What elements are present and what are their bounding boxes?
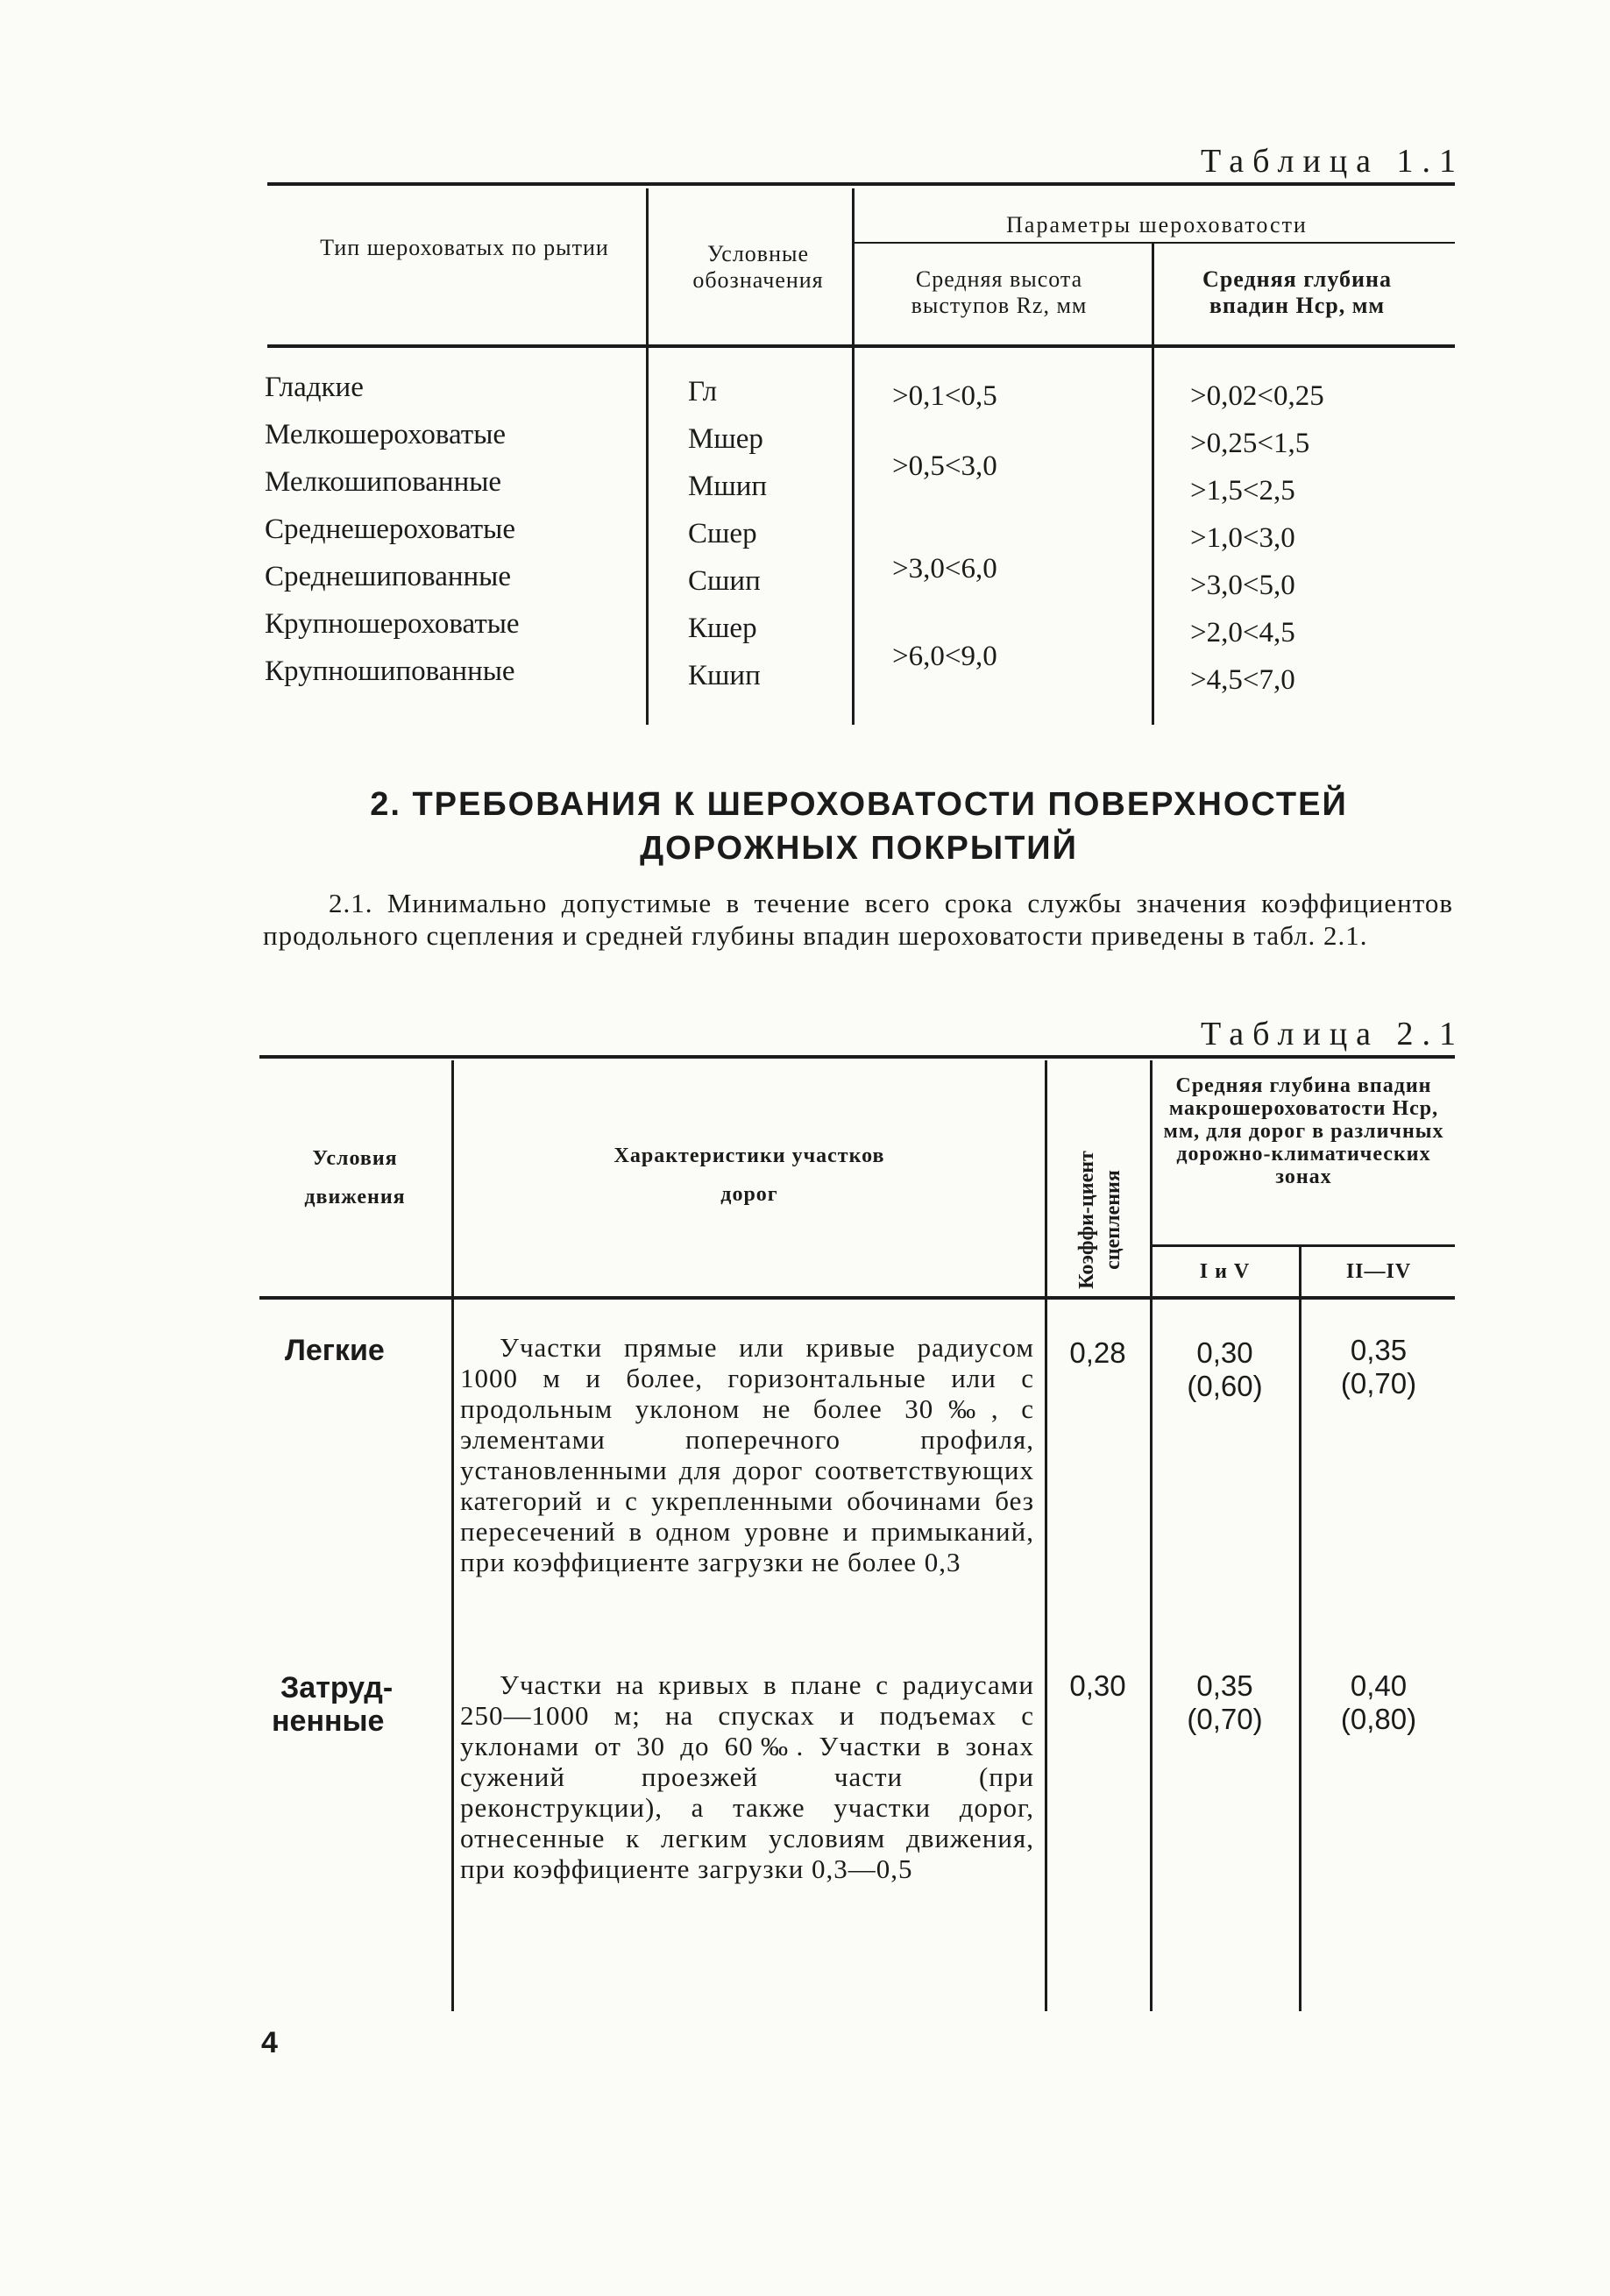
table2-zone2-value: 0,40: [1350, 1669, 1408, 1702]
section-title-line1: 2. ТРЕБОВАНИЯ К ШЕРОХОВАТОСТИ ПОВЕРХНОСТЕЙ: [370, 786, 1348, 823]
table1-notations-column: [688, 368, 837, 699]
table1-depth-value: >3,0<5,0: [1190, 570, 1295, 601]
table2-header-zone2: II—IV: [1345, 1260, 1412, 1283]
table1-top-rule: [267, 182, 1455, 186]
table1-depth-value: >4,5<7,0: [1190, 664, 1295, 696]
table2-col-line-2: [1045, 1060, 1047, 2011]
table2-condition: ненные: [272, 1704, 385, 1738]
table1-depth-value: >2,0<4,5: [1190, 617, 1295, 648]
table1-type: Мелкошероховатые: [265, 419, 507, 450]
page-number: 4: [261, 2026, 278, 2059]
table2-header-characteristics-l2: дорог: [720, 1183, 778, 1206]
table2-header-conditions: Условия движения: [304, 1147, 406, 1208]
table1-params-rule: [855, 242, 1455, 244]
table2-coef-value: 0,30: [1069, 1669, 1126, 1702]
table1-depth-value: >1,0<3,0: [1190, 522, 1295, 554]
table1-depths-column: [1190, 372, 1444, 704]
table2-zone2-value: (0,80): [1340, 1703, 1417, 1735]
table1-caption: Таблица 1.1: [1201, 143, 1465, 180]
table1-notation: Мшер: [688, 423, 763, 455]
table1-depth-value: >0,25<1,5: [1190, 428, 1310, 459]
table2-col-line-3: [1150, 1060, 1153, 2011]
table1-col-line-1: [646, 188, 649, 725]
table1-notation: Кшип: [688, 660, 761, 691]
table2-zone2-value: 0,35: [1350, 1334, 1408, 1366]
table1-col-line-2: [852, 188, 855, 725]
table1-height-value: >3,0<6,0: [892, 553, 997, 585]
table2-header-zone1: I и V: [1199, 1260, 1251, 1283]
table1-header-rule: [267, 344, 1455, 348]
table1-type: Среднешероховатые: [265, 514, 515, 545]
table2-condition: Затруд-: [280, 1671, 394, 1704]
table1-depth-value: >0,02<0,25: [1190, 380, 1324, 412]
table2-row-text: Участки прямые или кривые радиусом 1000 м и более, горизонтальные или с продольным уклоном не более 30‰, с элементами поперечного профиля, установленными для дорог соответствующих категорий и с укрепленными обочинами без пересечений в одном уровне и примыканий, при коэффициенте загрузки не более 0,3: [460, 1332, 1034, 1577]
table1-type: Среднешипованные: [265, 561, 511, 592]
table1-header-type: Тип шероховатых по рытии: [320, 235, 609, 260]
section-paragraph: 2.1. Минимально допустимые в течение всего срока службы значения коэффициентов продольного сцепления и средней глубины впадин шероховатости приведены в табл. 2.1.: [263, 888, 1453, 951]
table2-header-coef: Коэффи-циент сцепления: [1075, 1151, 1124, 1289]
table1-header-depth: Средняя глубина впадин Hср, мм: [1202, 266, 1392, 318]
table1-type: Крупношероховатые: [265, 608, 520, 640]
table2-caption: Таблица 2.1: [1201, 1016, 1465, 1052]
table1-type: Крупношипованные: [265, 655, 515, 687]
table2-col-line-1: [451, 1060, 454, 2011]
table2-zone2-value: (0,70): [1340, 1367, 1417, 1400]
table2-header-depth: Средняя глубина впадин макрошероховатости Hср, мм, для дорог в различных дорожно-климатических зонах: [1163, 1074, 1444, 1188]
table1-notation: Кшер: [688, 613, 757, 644]
table1-notation: Гл: [688, 376, 718, 407]
table2-row-text: Участки на кривых в плане с радиусами 250—1000 м; на спусках и подъемах с уклонами от 30 до 60‰. Участки в зонах сужений проезжей части (при реконструкции), а также участки дорог, отнесенные к легким условиям движения, при коэффициенте загрузки 0,3—0,5: [460, 1669, 1034, 1884]
table2-col-line-4: [1299, 1246, 1301, 2011]
table1-height-value: >6,0<9,0: [892, 641, 997, 672]
table1-types-column: [265, 364, 633, 695]
table2-zone1-value: (0,60): [1187, 1370, 1263, 1402]
table1-depth-value: >1,5<2,5: [1190, 475, 1295, 507]
table2-header-characteristics-l1: Характеристики участков: [614, 1144, 885, 1167]
table1-notation: Сшип: [688, 565, 761, 597]
section-title-line2: ДОРОЖНЫХ ПОКРЫТИЙ: [640, 830, 1078, 867]
table2-zone1-value: 0,35: [1196, 1669, 1253, 1702]
table2-header-rule: [259, 1296, 1455, 1300]
table2-top-rule: [259, 1055, 1455, 1059]
table1-header-height: Средняя высота выступов Rz, мм: [911, 266, 1088, 318]
table1-header-notation: Условные обозначения: [692, 241, 824, 293]
table1-type: Мелкошипованные: [265, 466, 502, 498]
table1-height-value: >0,1<0,5: [892, 380, 997, 412]
table1-notation: Мшип: [688, 471, 768, 502]
table2-condition: Легкие: [285, 1334, 385, 1367]
table2-zone-rule: [1150, 1244, 1455, 1247]
table2-coef-value: 0,28: [1069, 1336, 1126, 1369]
table2-zone1-value: 0,30: [1196, 1336, 1253, 1369]
table1-height-value: >0,5<3,0: [892, 450, 997, 482]
table1-notation: Сшер: [688, 518, 757, 549]
table2-zone1-value: (0,70): [1187, 1703, 1263, 1735]
table1-col-line-3: [1152, 244, 1154, 725]
table1-header-params: Параметры шероховатости: [1006, 212, 1308, 237]
table1-type: Гладкие: [265, 372, 364, 403]
